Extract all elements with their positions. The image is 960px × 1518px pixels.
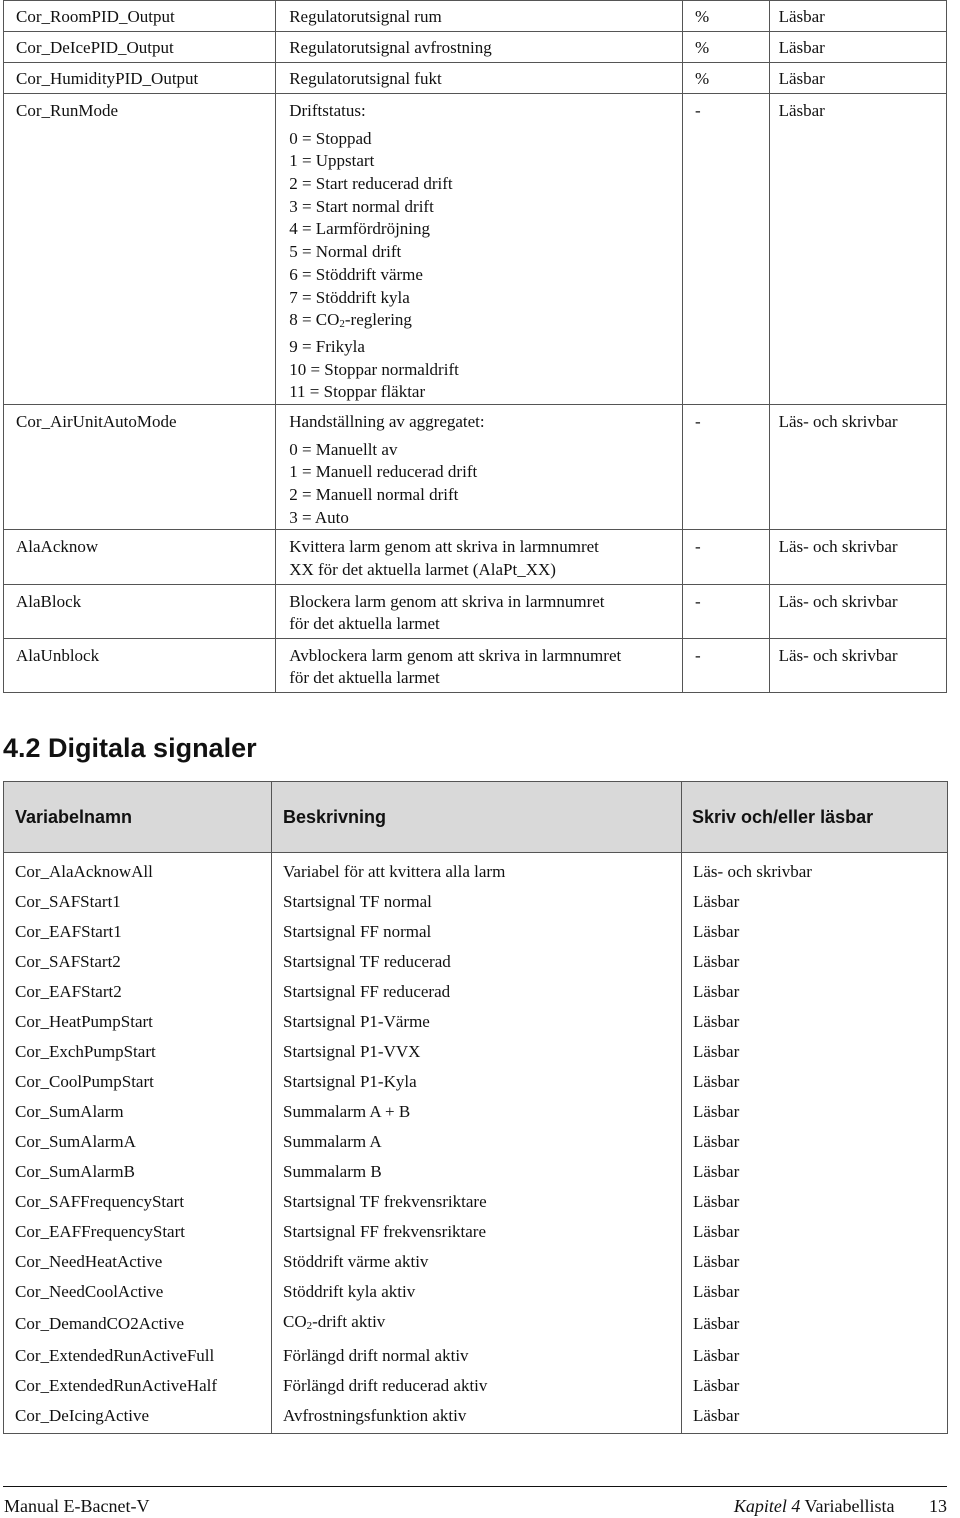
option-text: 9 = Frikyla <box>289 336 365 356</box>
option-text: 0 = Stoppad <box>289 128 372 148</box>
description-suffix: -drift aktiv <box>312 1312 386 1331</box>
signal-name: Cor_NeedCoolActive <box>4 1277 272 1307</box>
description-line: Avblockera larm genom att skriva in larmnumret <box>289 645 622 665</box>
variable-description: Regulatorutsignal fukt <box>276 63 683 94</box>
signal-access: Läsbar <box>682 1007 948 1037</box>
table-row <box>4 977 948 1007</box>
table-row <box>4 1157 948 1187</box>
signal-name: Cor_SumAlarm <box>4 1097 272 1127</box>
signal-access: Läsbar <box>682 1217 948 1247</box>
signal-description <box>272 1037 682 1067</box>
description-text: Variabel för att kvittera alla larm <box>283 862 506 881</box>
signal-description <box>272 1277 682 1307</box>
table-row <box>4 1067 948 1097</box>
table-row <box>4 947 948 977</box>
subscript: 2 <box>306 1320 313 1332</box>
description-line: XX för det aktuella larmet (AlaPt_XX) <box>289 560 556 580</box>
signal-name: Cor_SAFStart1 <box>4 887 272 917</box>
signal-description <box>272 857 682 887</box>
signal-name: Cor_EAFStart1 <box>4 917 272 947</box>
signal-description <box>272 1307 682 1341</box>
variable-description <box>276 584 683 638</box>
table-row <box>4 857 948 887</box>
signal-access: Läsbar <box>682 1401 948 1434</box>
option-text: 4 = Larmfördröjning <box>289 219 431 239</box>
signal-description <box>272 1187 682 1217</box>
option-item <box>289 507 682 530</box>
analog-variables-table <box>3 0 947 693</box>
variable-description: Regulatorutsignal avfrostning <box>276 32 683 63</box>
variable-access: Läsbar <box>769 32 946 63</box>
variable-name: Cor_HumidityPID_Output <box>4 63 276 94</box>
option-item <box>289 359 682 382</box>
signal-name: Cor_ExchPumpStart <box>4 1037 272 1067</box>
variable-name: Cor_AirUnitAutoMode <box>4 405 276 530</box>
option-text: 2 = Manuell normal drift <box>289 485 459 505</box>
signal-access: Läsbar <box>682 1247 948 1277</box>
description-line: Kvittera larm genom att skriva in larmnumret <box>289 537 599 557</box>
table-row <box>4 917 948 947</box>
table-row <box>4 1037 948 1067</box>
option-item <box>289 264 682 287</box>
table-row <box>4 1371 948 1401</box>
option-list <box>289 439 682 530</box>
automode-row <box>4 405 947 530</box>
table-row <box>4 1097 948 1127</box>
column-header-description: Beskrivning <box>272 782 682 853</box>
variable-name: Cor_RoomPID_Output <box>4 1 276 32</box>
option-item <box>289 484 682 507</box>
footer-chapter-info <box>734 1496 947 1517</box>
variable-access: Läs- och skrivbar <box>769 530 946 584</box>
signal-description <box>272 977 682 1007</box>
table-row <box>4 32 947 63</box>
signal-description <box>272 1217 682 1247</box>
description-text: Summalarm A <box>283 1132 382 1151</box>
option-text: 11 = Stoppar fläktar <box>289 382 426 402</box>
signal-description <box>272 947 682 977</box>
variable-unit: % <box>682 1 769 32</box>
signal-access: Läsbar <box>682 1277 948 1307</box>
option-text: 10 = Stoppar normaldrift <box>289 359 459 379</box>
table-row <box>4 638 947 692</box>
variable-access: Läs- och skrivbar <box>769 584 946 638</box>
variable-unit: - <box>682 405 769 530</box>
section-heading: 4.2 Digitala signaler <box>3 733 257 763</box>
description-line: för det aktuella larmet <box>289 614 440 634</box>
description-line: för det aktuella larmet <box>289 668 440 688</box>
signal-name: Cor_DeIcingActive <box>4 1401 272 1434</box>
table-row <box>4 1 947 32</box>
table-row <box>4 530 947 584</box>
description-text: Startsignal P1-Kyla <box>283 1072 417 1091</box>
footer-chapter-title: Variabellista <box>804 1496 895 1516</box>
description-text: Startsignal TF frekvensriktare <box>283 1192 487 1211</box>
signal-access: Läs- och skrivbar <box>682 857 948 887</box>
variable-unit: - <box>682 94 769 405</box>
signal-description <box>272 1247 682 1277</box>
description-text: CO <box>283 1312 307 1331</box>
description-line: Blockera larm genom att skriva in larmnumret <box>289 591 605 611</box>
option-text: 1 = Uppstart <box>289 151 375 171</box>
variable-name: AlaUnblock <box>4 638 276 692</box>
table-row <box>4 1401 948 1434</box>
signal-description <box>272 887 682 917</box>
variable-unit: - <box>682 638 769 692</box>
table-row <box>4 63 947 94</box>
description-text: Startsignal TF reducerad <box>283 952 451 971</box>
signal-access: Läsbar <box>682 1187 948 1217</box>
table-row <box>4 584 947 638</box>
description-text: Stöddrift värme aktiv <box>283 1252 429 1271</box>
option-item <box>289 287 682 310</box>
signal-name: Cor_HeatPumpStart <box>4 1007 272 1037</box>
signal-access: Läsbar <box>682 1127 948 1157</box>
variable-name: AlaBlock <box>4 584 276 638</box>
option-item <box>289 173 682 196</box>
signal-description <box>272 1067 682 1097</box>
subscript: 2 <box>339 318 345 331</box>
footer-chapter: Kapitel 4 <box>733 1496 801 1516</box>
signal-description <box>272 1371 682 1401</box>
signal-name: Cor_SAFFrequencyStart <box>4 1187 272 1217</box>
option-text: 8 = CO <box>289 310 340 330</box>
signal-description <box>272 1157 682 1187</box>
signal-access: Läsbar <box>682 1157 948 1187</box>
variable-access: Läs- och skrivbar <box>769 405 946 530</box>
option-item <box>289 128 682 151</box>
table-row <box>4 1307 948 1341</box>
signal-name: Cor_NeedHeatActive <box>4 1247 272 1277</box>
option-item <box>289 336 682 359</box>
signal-access: Läsbar <box>682 1341 948 1371</box>
description-heading: Handställning av aggregatet: <box>289 412 485 432</box>
variable-description <box>276 638 683 692</box>
table-row <box>4 1127 948 1157</box>
description-text: Summalarm A + B <box>283 1102 411 1121</box>
signal-access: Läsbar <box>682 1097 948 1127</box>
footer-manual-title: Manual E-Bacnet-V <box>4 1496 150 1516</box>
description-text: Startsignal P1-VVX <box>283 1042 421 1061</box>
column-header-access: Skriv och/eller läsbar <box>682 782 948 853</box>
signal-name: Cor_SAFStart2 <box>4 947 272 977</box>
variable-description <box>276 94 683 405</box>
signal-access: Läsbar <box>682 947 948 977</box>
signal-name: Cor_ExtendedRunActiveHalf <box>4 1371 272 1401</box>
signal-name: Cor_DemandCO2Active <box>4 1307 272 1341</box>
footer-page-number: 13 <box>929 1496 947 1516</box>
description-heading: Driftstatus: <box>289 101 366 120</box>
option-item <box>289 309 682 336</box>
signal-name: Cor_AlaAcknowAll <box>4 857 272 887</box>
table-row <box>4 1217 948 1247</box>
option-text: 5 = Normal drift <box>289 242 402 262</box>
table-row <box>4 1007 948 1037</box>
option-item <box>289 241 682 264</box>
option-item <box>289 381 682 404</box>
column-header-name: Variabelnamn <box>4 782 272 853</box>
signal-access: Läsbar <box>682 1307 948 1341</box>
variable-unit: % <box>682 32 769 63</box>
signal-access: Läsbar <box>682 887 948 917</box>
variable-name: Cor_DeIcePID_Output <box>4 32 276 63</box>
signal-description <box>272 917 682 947</box>
option-item <box>289 196 682 219</box>
signal-access: Läsbar <box>682 1371 948 1401</box>
option-text: 2 = Start reducerad drift <box>289 174 453 193</box>
option-suffix: -reglering <box>344 310 412 330</box>
variable-description <box>276 530 683 584</box>
signal-name: Cor_CoolPumpStart <box>4 1067 272 1097</box>
table-row <box>4 1341 948 1371</box>
signal-description <box>272 1097 682 1127</box>
variable-unit: % <box>682 63 769 94</box>
footer-divider <box>3 1486 947 1487</box>
signal-description <box>272 1007 682 1037</box>
option-text: 1 = Manuell reducerad drift <box>289 462 478 482</box>
signal-name: Cor_EAFStart2 <box>4 977 272 1007</box>
signal-name: Cor_SumAlarmA <box>4 1127 272 1157</box>
option-text: 6 = Stöddrift värme <box>289 264 423 284</box>
signal-access: Läsbar <box>682 917 948 947</box>
description-text: Startsignal P1-Värme <box>283 1012 430 1031</box>
variable-access: Läsbar <box>769 1 946 32</box>
description-text: Stöddrift kyla aktiv <box>283 1282 416 1301</box>
option-item <box>289 461 682 484</box>
table-row <box>4 1247 948 1277</box>
option-text: 7 = Stöddrift kyla <box>289 287 410 307</box>
description-text: Summalarm B <box>283 1162 382 1181</box>
table-row <box>4 1187 948 1217</box>
description-text: Startsignal FF reducerad <box>283 982 451 1001</box>
option-list <box>289 128 682 404</box>
variable-name: Cor_RunMode <box>4 94 276 405</box>
variable-access: Läsbar <box>769 63 946 94</box>
option-item <box>289 218 682 241</box>
description-text: Förlängd drift reducerad aktiv <box>283 1376 488 1395</box>
variable-unit: - <box>682 530 769 584</box>
signal-name: Cor_SumAlarmB <box>4 1157 272 1187</box>
signal-description <box>272 1127 682 1157</box>
option-item <box>289 150 682 173</box>
runmode-row <box>4 94 947 405</box>
variable-access: Läs- och skrivbar <box>769 638 946 692</box>
description-text: Startsignal FF frekvensriktare <box>283 1222 487 1241</box>
variable-description: Regulatorutsignal rum <box>276 1 683 32</box>
option-item <box>289 439 682 462</box>
variable-name: AlaAcknow <box>4 530 276 584</box>
description-text: Förlängd drift normal aktiv <box>283 1346 469 1365</box>
table-row <box>4 887 948 917</box>
option-text: 3 = Auto <box>289 507 349 527</box>
description-text: Avfrostningsfunktion aktiv <box>283 1406 467 1425</box>
variable-unit: - <box>682 584 769 638</box>
signal-name: Cor_ExtendedRunActiveFull <box>4 1341 272 1371</box>
digital-signals-table <box>3 781 948 1434</box>
signal-description <box>272 1401 682 1434</box>
signal-name: Cor_EAFFrequencyStart <box>4 1217 272 1247</box>
description-text: Startsignal TF normal <box>283 892 432 911</box>
table-header-row <box>4 782 948 853</box>
description-text: Startsignal FF normal <box>283 922 432 941</box>
signal-description <box>272 1341 682 1371</box>
table-row <box>4 1277 948 1307</box>
option-text: 3 = Start normal drift <box>289 196 434 216</box>
option-text: 0 = Manuellt av <box>289 439 398 459</box>
signal-access: Läsbar <box>682 1037 948 1067</box>
variable-description <box>276 405 683 530</box>
variable-access: Läsbar <box>769 94 946 405</box>
signal-access: Läsbar <box>682 1067 948 1097</box>
signal-access: Läsbar <box>682 977 948 1007</box>
